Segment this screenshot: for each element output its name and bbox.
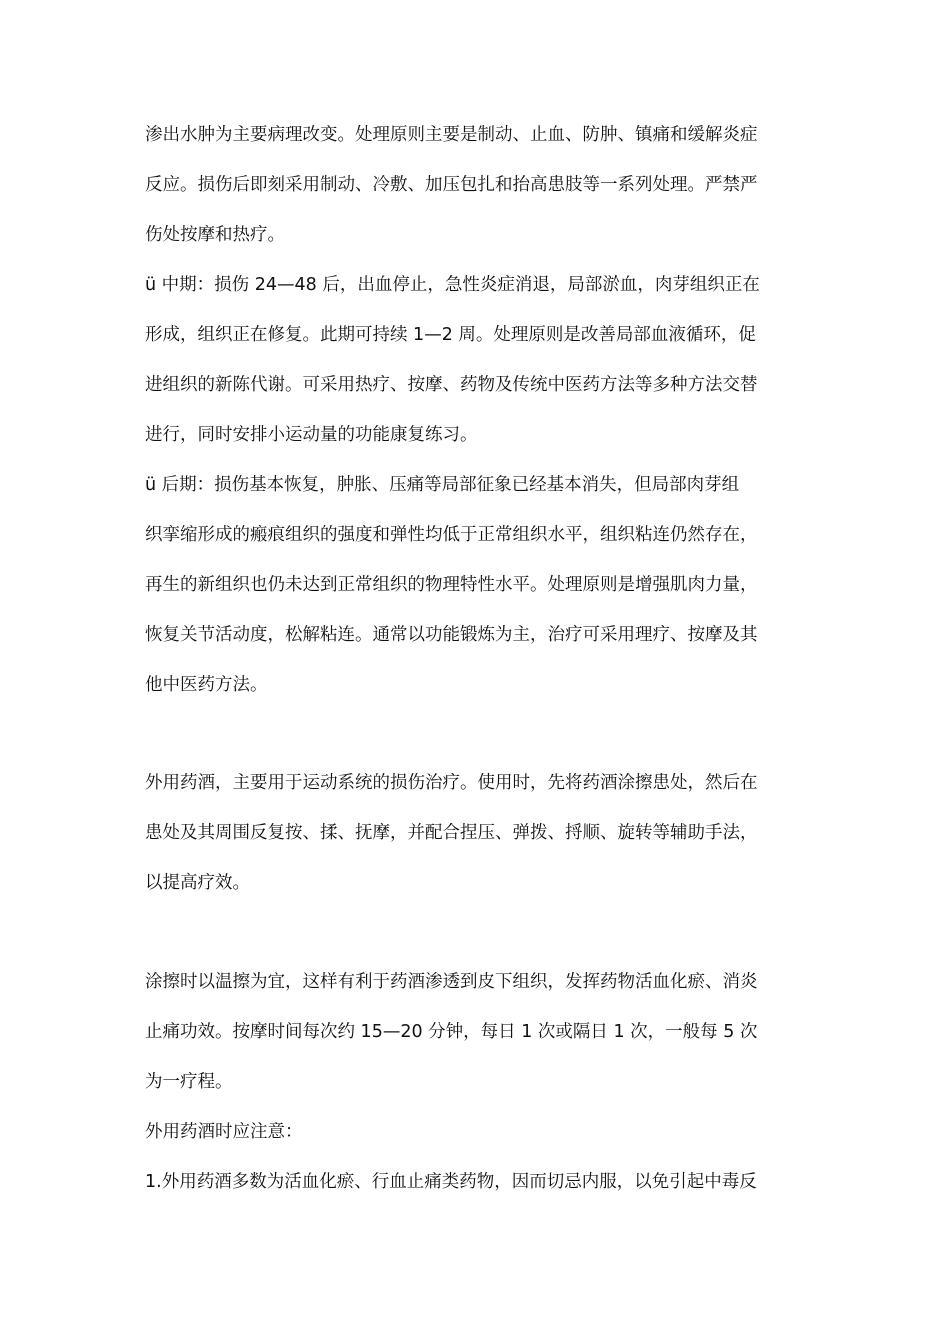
text-line-3: 伤处按摩和热疗。 [145,225,285,245]
text-line-18: 为一疗程。 [145,1072,233,1092]
text-line-5: 形成，组织正在修复。此期可持续 1—2 周。处理原则是改善局部血液循环，促 [145,325,756,345]
text-line-16: 涂擦时以温擦为宜，这样有利于药酒渗透到皮下组织，发挥药物活血化瘀、消炎 [145,972,758,992]
text-line-2: 反应。损伤后即刻采用制动、冷敷、加压包扎和抬高患肢等一系列处理。严禁严 [145,175,758,195]
text-line-8: ü 后期：损伤基本恢复，肿胀、压痛等局部征象已经基本消失，但局部肉芽组 [145,475,740,495]
text-line-13: 外用药酒，主要用于运动系统的损伤治疗。使用时，先将药酒涂擦患处，然后在 [145,773,758,793]
text-line-19: 外用药酒时应注意： [145,1122,303,1142]
text-line-7: 进行，同时安排小运动量的功能康复练习。 [145,425,478,445]
text-line-17: 止痛功效。按摩时间每次约 15—20 分钟，每日 1 次或隔日 1 次，一般每 5 次 [145,1022,758,1042]
text-line-10: 再生的新组织也仍未达到正常组织的物理特性水平。处理原则是增强肌肉力量， [145,575,758,595]
text-line-1: 渗出水肿为主要病理改变。处理原则主要是制动、止血、防肿、镇痛和缓解炎症 [145,125,758,145]
text-line-4: ü 中期：损伤 24—48 后，出血停止，急性炎症消退，局部淤血，肉芽组织正在 [145,275,760,295]
text-line-20: 1.外用药酒多数为活血化瘀、行血止痛类药物，因而切忌内服，以免引起中毒反 [145,1172,757,1192]
text-line-11: 恢复关节活动度，松解粘连。通常以功能锻炼为主，治疗可采用理疗、按摩及其 [145,625,758,645]
text-line-14: 患处及其周围反复按、揉、抚摩，并配合捏压、弹拨、捋顺、旋转等辅助手法， [145,823,758,843]
text-line-12: 他中医药方法。 [145,675,268,695]
text-line-6: 进组织的新陈代谢。可采用热疗、按摩、药物及传统中医药方法等多种方法交替 [145,375,758,395]
text-line-15: 以提高疗效。 [145,873,250,893]
text-line-9: 织挛缩形成的瘢痕组织的强度和弹性均低于正常组织水平，组织粘连仍然存在， [145,525,758,545]
